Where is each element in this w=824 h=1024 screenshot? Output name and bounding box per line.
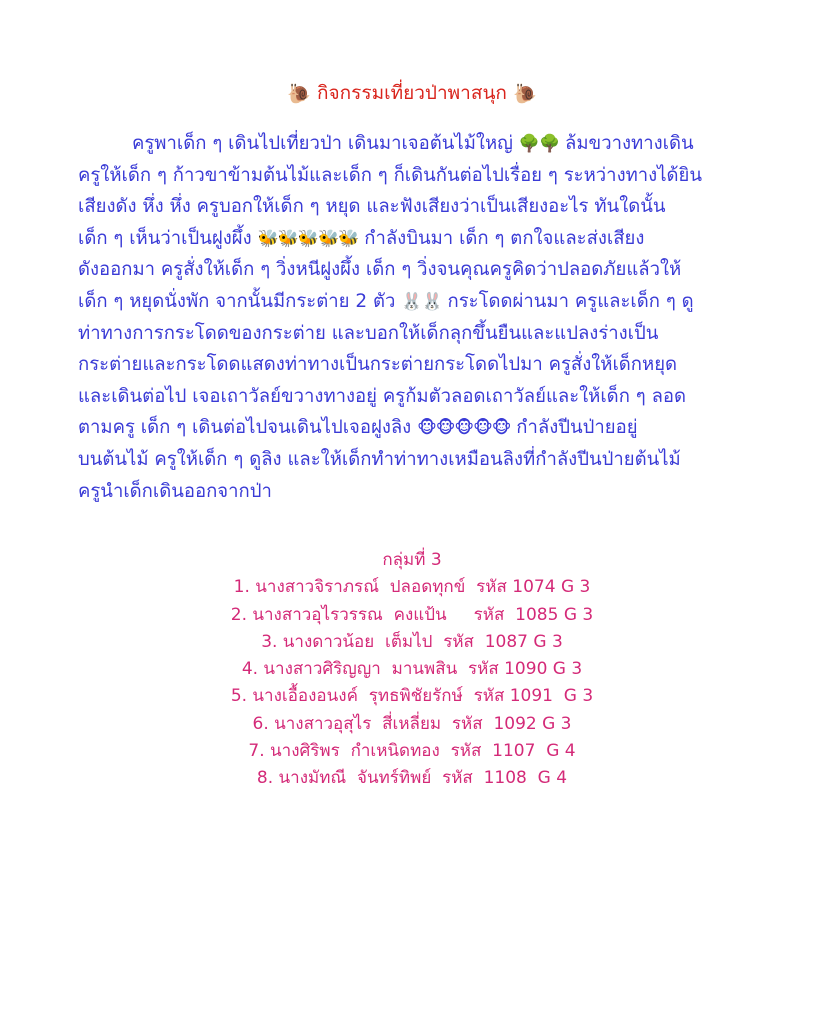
story-line [78,128,768,160]
rabbit-icons: 🐰🐰 [401,291,442,312]
member-item: 7. นางศิริพร กำเหนิดทอง รหัส 1107 G 4 [248,741,576,762]
title-text: กิจกรรมเที่ยวป่าพาสนุก [317,82,507,104]
member-item: 6. นางสาวอุสุไร สี่เหลี่ยม รหัส 1092 G 3 [252,713,572,734]
member-item: 4. นางสาวศิริญญา มานพสิน รหัส 1090 G 3 [241,659,583,680]
story-line [78,444,768,476]
member-item: 2. นางสาวอุไรวรรณ คงแป้น รหัส 1085 G 3 [230,604,594,625]
story-line [78,412,768,444]
story-text: เด็ก ๆ หยุดนั่งพัก จากนั้นมีกระต่าย 2 ตัว [78,290,402,312]
story-text: ล้มขวางทางเดิน [559,133,694,154]
story-text: ดังออกมา ครูสั่งให้เด็ก ๆ วิ่งหนีฝูงผึ้ง เด็ก ๆ วิ่งจนคุณครูคิดว่าปลอดภัยแล้วให้ [78,259,682,281]
bee-icons: 🐝🐝🐝🐝🐝 [257,228,359,249]
story-line [78,381,768,413]
story-text: กำลังบินมา เด็ก ๆ ตกใจและส่งเสียง [358,227,645,249]
story-text: ครูให้เด็ก ๆ ก้าวขาข้ามต้นไม้และเด็ก ๆ ก็เดินกันต่อไปเรื่อย ๆ ระหว่างทางได้ยิน [78,164,703,186]
story-text: บนต้นไม้ ครูให้เด็ก ๆ ดูลิง และให้เด็กทำท่าทางเหมือนลิงที่กำลังปีนป่ายต้นไม้ [78,448,681,470]
monkey-icons: 🐵🐵🐵🐵🐵 [417,418,511,439]
group-heading: กลุ่มที่ 3 [382,550,442,570]
snail-icon: 🐌 [287,82,312,105]
member-item: 8. นางมัทณี จันทร์ทิพย์ รหัส 1108 G 4 [256,768,568,789]
story-text: ครูนำเด็กเดินออกจากป่า [78,480,272,502]
story-text: เสียงดัง หึ่ง หึ่ง ครูบอกให้เด็ก ๆ หยุด และฟังเสียงว่าเป็นเสียงอะไร ทันใดนั้น [78,196,666,218]
member-item: 5. นางเอื้องอนงค์ รุทธพิชัยรักษ์ รหัส 1091 G 3 [230,686,594,707]
story-line [78,476,768,508]
story-line [78,318,768,350]
story-text: กำลังปีนป่ายอยู่ [510,417,638,439]
group-members-list [0,547,824,793]
story-line [78,223,768,255]
story-line [78,349,768,381]
story-text: กระต่ายและกระโดดแสดงท่าทางเป็นกระต่ายกระโดดไปมา ครูสั่งให้เด็กหยุด [78,354,678,376]
page-title [0,78,824,108]
tree-icons: 🌳🌳 [518,134,560,154]
story-text: ครูพาเด็ก ๆ เดินไปเที่ยวป่า เดินมาเจอต้นไม้ใหญ่ [132,133,519,154]
member-item: 1. นางสาวจิราภรณ์ ปลอดทุกข์ รหัส 1074 G 3 [233,577,591,598]
story-line [78,191,768,223]
story-line [78,286,768,318]
story-paragraph [78,128,768,507]
story-line [78,254,768,286]
snail-icon: 🐌 [512,82,537,105]
story-line [78,160,768,192]
story-text: และเดินต่อไป เจอเถาวัลย์ขวางทางอยู่ ครูก้มตัวลอดเถาวัลย์และให้เด็ก ๆ ลอด [78,385,687,407]
member-item: 3. นางดาวน้อย เต็มไป รหัส 1087 G 3 [261,631,563,652]
story-text: ตามครู เด็ก ๆ เดินต่อไปจนเดินไปเจอฝูงลิง [78,417,418,439]
story-text: กระโดดผ่านมา ครูและเด็ก ๆ ดู [441,290,694,312]
story-text: ท่าทางการกระโดดของกระต่าย และบอกให้เด็กลุกขึ้นยืนและแปลงร่างเป็น [78,322,659,344]
story-text: เด็ก ๆ เห็นว่าเป็นฝูงผึ้ง [78,227,258,249]
